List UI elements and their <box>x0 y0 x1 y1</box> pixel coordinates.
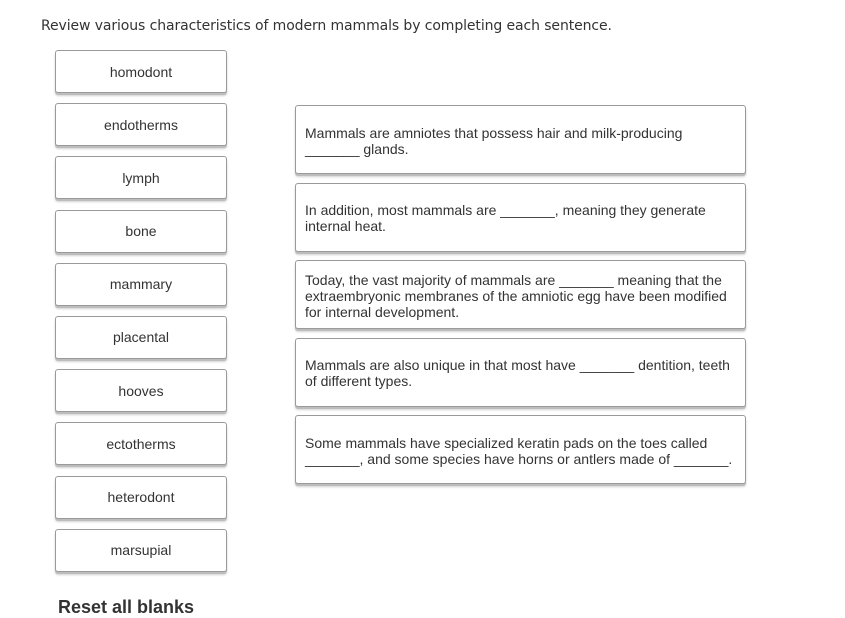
word-tile-bone[interactable]: bone <box>55 210 227 253</box>
sentence-text-3: Today, the vast majority of mammals are _______ meaning that the extraembryonic membranes of the amniotic egg have been modified for internal development. <box>305 271 727 320</box>
sentence-text-2: In addition, most mammals are _______, meaning they generate internal heat. <box>305 202 706 234</box>
word-bank <box>55 50 227 582</box>
sentence-text-5: Some mammals have specialized keratin pads on the toes called _______, and some species have horns or antlers made of _______. <box>305 434 733 467</box>
word-tile-homodont[interactable]: homodont <box>55 50 227 93</box>
reset-all-link[interactable]: Reset all blanks <box>58 597 195 617</box>
word-tile-hooves[interactable]: hooves <box>55 369 227 412</box>
word-tile-ectotherms[interactable]: ectotherms <box>55 422 227 465</box>
word-tile-endotherms[interactable]: endotherms <box>55 103 227 146</box>
word-tile-marsupial[interactable]: marsupial <box>55 529 227 572</box>
word-tile-heterodont[interactable]: heterodont <box>55 476 227 519</box>
sentence-drop-target-2[interactable] <box>295 183 746 252</box>
sentence-drop-target-4[interactable] <box>295 338 746 407</box>
sentence-drop-target-1[interactable] <box>295 105 746 174</box>
word-tile-mammary[interactable]: mammary <box>55 263 227 306</box>
sentence-drop-zones <box>295 105 746 493</box>
sentence-text-4: Mammals are also unique in that most have _______ dentition, teeth of different types. <box>305 357 730 389</box>
instructions-text: Review various characteristics of modern mammals by completing each sentence. <box>41 18 612 34</box>
sentence-drop-target-3[interactable] <box>295 260 746 329</box>
word-tile-placental[interactable]: placental <box>55 316 227 359</box>
word-tile-lymph[interactable]: lymph <box>55 156 227 199</box>
sentence-drop-target-5[interactable] <box>295 415 746 484</box>
sentence-text-1: Mammals are amniotes that possess hair and milk-producing _______ glands. <box>305 124 683 157</box>
